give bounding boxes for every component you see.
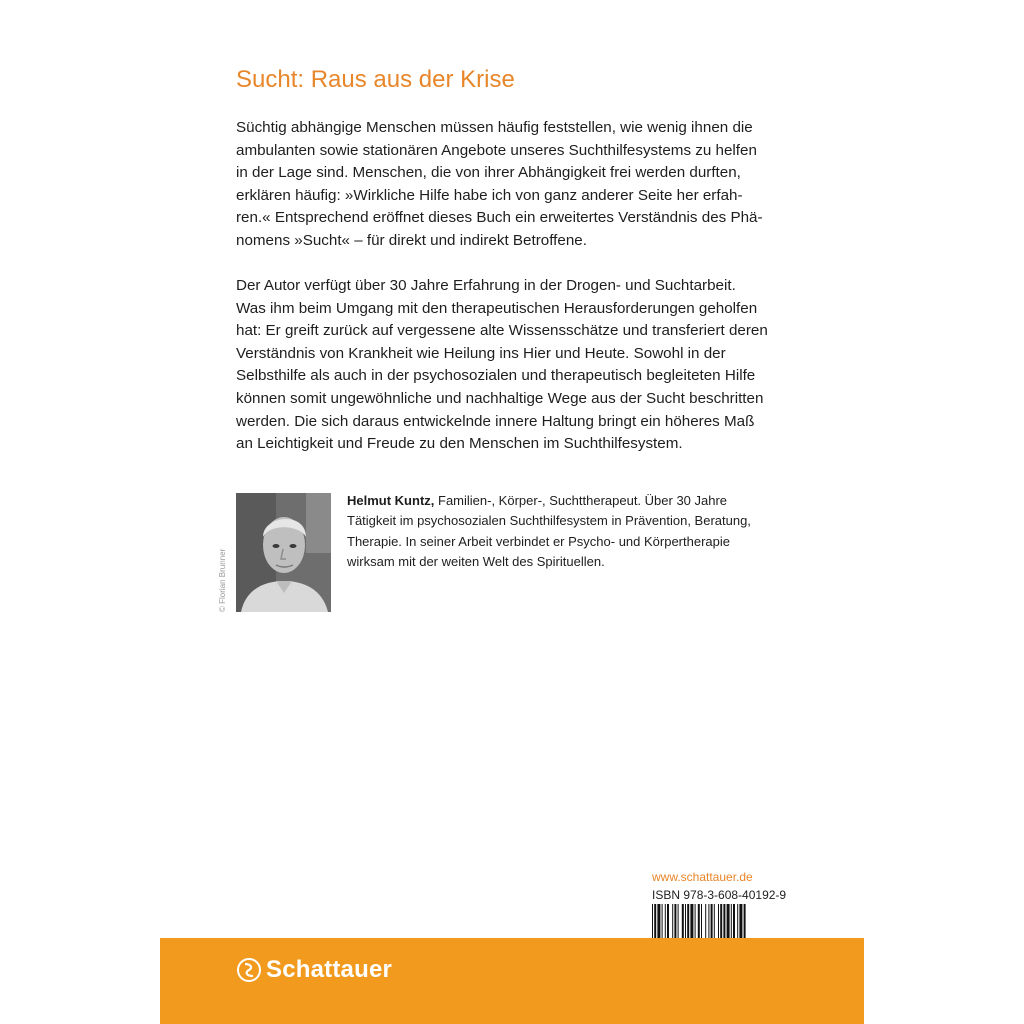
barcode-bar: [705, 904, 706, 938]
blurb-line: hat: Er greift zurück auf vergessene alte Wissensschätze und transferiert deren: [236, 322, 768, 340]
barcode-bar: [672, 904, 673, 938]
author-bio: [347, 491, 797, 572]
blurb-line: Verständnis von Krankheit wie Heilung ins Hier und Heute. Sowohl in der: [236, 344, 726, 362]
author-bio-line: wirksam mit der weiten Welt des Spirituellen.: [347, 553, 605, 569]
barcode-bar: [714, 904, 715, 938]
barcode-bar: [682, 904, 684, 938]
barcode-bar: [708, 904, 709, 938]
barcode-bar: [744, 904, 746, 938]
barcode-bar: [731, 904, 732, 938]
blurb-line: erklären häufig: »Wirkliche Hilfe habe ich von ganz anderer Seite her erfah-: [236, 186, 743, 204]
publisher-url[interactable]: www.schattauer.de: [652, 870, 753, 884]
barcode-bar: [665, 904, 666, 938]
barcode-bar: [657, 904, 660, 938]
barcode-bar: [711, 904, 713, 938]
author-bio-line: Tätigkeit im psychosozialen Suchthilfesystem in Prävention, Beratung,: [347, 513, 751, 529]
blurb-line: ren.« Entsprechend eröffnet dieses Buch ein erweitertes Verständnis des Phä-: [236, 209, 763, 227]
barcode-bar: [720, 904, 722, 938]
barcode-bar: [678, 904, 679, 938]
blurb-line: in der Lage sind. Menschen, die von ihrer Abhängigkeit frei werden durften,: [236, 164, 741, 182]
blurb-line: Süchtig abhängige Menschen müssen häufig feststellen, wie wenig ihnen die: [236, 119, 753, 136]
schattauer-logo-icon: [236, 957, 262, 983]
publisher-name: Schattauer: [266, 956, 393, 983]
publisher-logo: [236, 955, 392, 985]
barcode-bar: [674, 904, 676, 938]
barcode-bar: [685, 904, 686, 938]
blurb-line: ambulanten sowie stationären Angebote unseres Suchthilfesystems zu helfen: [236, 141, 757, 159]
blurb-line: Selbsthilfe als auch in der psychosozialen und therapeutisch begleiteten Hilfe: [236, 367, 756, 385]
barcode-bar: [727, 904, 730, 938]
barcode-bar: [698, 904, 700, 938]
blurb-line: nomens »Sucht« – für direkt und indirekt Betroffene.: [236, 231, 587, 249]
blurb-line: an Leichtigkeit und Freude zu den Menschen im Suchthilfesystem.: [236, 435, 683, 453]
isbn-label: ISBN 978-3-608-40192-9: [652, 888, 787, 902]
blurb-line: werden. Die sich daraus entwickelnde innere Haltung bringt ein höheres Maß: [236, 412, 755, 430]
barcode-bar: [695, 904, 696, 938]
blurb-paragraph-2: [236, 275, 796, 456]
barcode-bar: [733, 904, 735, 938]
author-bio-first: Familien-, Körper-, Suchttherapeut. Über 30 Jahre: [434, 493, 728, 508]
barcode-bar: [652, 904, 653, 938]
barcode-bar: [687, 904, 689, 938]
barcode-bar: [662, 904, 663, 938]
barcode-bar: [723, 904, 725, 938]
book-title: Sucht: Raus aus der Krise: [236, 66, 515, 93]
barcode-bar: [739, 904, 742, 938]
author-name: Helmut Kuntz,: [347, 493, 435, 508]
blurb-line: Der Autor verfügt über 30 Jahre Erfahrung in der Drogen- und Suchtarbeit.: [236, 277, 736, 294]
author-photo: [236, 493, 331, 612]
barcode-bar: [701, 904, 702, 938]
barcode-bar: [737, 904, 738, 938]
author-bio-line: Therapie. In seiner Arbeit verbindet er Psycho- und Körpertherapie: [347, 533, 730, 549]
blurb-line: Was ihm beim Umgang mit den therapeutischen Herausforderungen geholfen: [236, 299, 758, 317]
photo-credit: © Florian Brunner: [218, 548, 227, 612]
barcode-bar: [690, 904, 693, 938]
barcode-bar: [718, 904, 719, 938]
blurb-paragraph-1: [236, 117, 796, 253]
barcode-bar: [667, 904, 669, 938]
blurb-line: können somit ungewöhnliche und nachhaltige Wege aus der Sucht beschritten: [236, 389, 764, 407]
barcode-bar: [654, 904, 656, 938]
isbn-barcode: [652, 904, 786, 938]
